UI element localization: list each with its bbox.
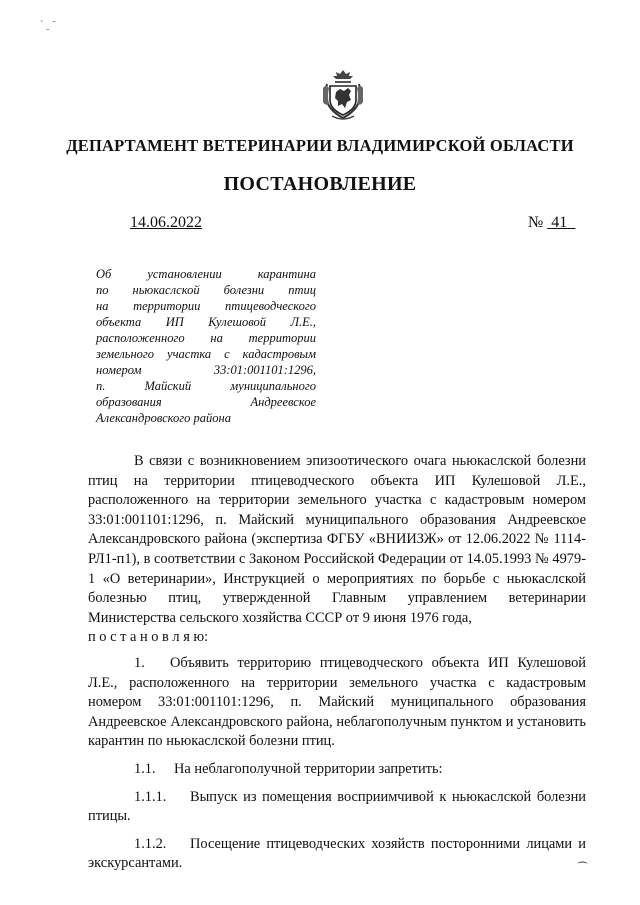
- item-number: 1.1.2.: [134, 835, 167, 852]
- scan-mark: ⁀: [578, 863, 587, 875]
- document-body: [88, 452, 586, 874]
- document-type: ПОСТАНОВЛЕНИЕ: [223, 173, 417, 195]
- subject-line: Александровского района: [96, 411, 231, 425]
- subject-line: Об установлении карантина: [96, 267, 316, 281]
- subject-line: на территории птицеводческого: [96, 299, 316, 313]
- department-title: ДЕПАРТАМЕНТ ВЕТЕРИНАРИИ ВЛАДИМИРСКОЙ ОБЛАСТИ: [66, 136, 574, 155]
- scan-speck: ` ˍ ˉ: [40, 20, 56, 31]
- coat-of-arms-icon: [322, 68, 364, 122]
- item-number: 1.1.: [134, 760, 156, 777]
- subject-line: номером 33:01:001101:1296,: [96, 363, 316, 377]
- item-1-1-1: [88, 788, 586, 827]
- item-1-1: [88, 760, 586, 780]
- subject-line: земельного участка с кадастровым: [96, 347, 316, 361]
- item-text: Объявить территорию птицеводческого объекта ИП Кулешовой Л.Е., расположенного на территории земельного участка с кадастровым номером 33:01:001101:1296, п. Майский муниципального образования Андреевское Александровского района, неблагополучным пунктом и установить карантин по ньюкаслской болезни птиц.: [88, 654, 586, 750]
- document-subject: [96, 266, 316, 426]
- subject-line: расположенного на территории: [96, 331, 316, 345]
- item-number: 1.1.1.: [134, 788, 167, 805]
- item-number: 1.: [134, 654, 145, 671]
- document-date: 14.06.2022: [130, 214, 202, 231]
- item-text: Выпуск из помещения восприимчивой к ньюкаслской болезни птицы.: [88, 788, 586, 825]
- subject-line: п. Майский муниципального: [96, 379, 316, 393]
- number-label: №: [528, 214, 544, 231]
- subject-line: по ньюкаслской болезни птиц: [96, 283, 316, 297]
- document-number: [528, 214, 575, 232]
- subject-line: объекта ИП Кулешовой Л.Е.,: [96, 315, 316, 329]
- item-1-1-2: [88, 835, 586, 874]
- subject-line: образования Андреевское: [96, 395, 316, 409]
- decree-word: п о с т а н о в л я ю:: [88, 629, 209, 646]
- number-value: 41_: [551, 214, 576, 231]
- item-1: [88, 654, 586, 752]
- preamble-paragraph: В связи с возникновением эпизоотического очага ньюкаслской болезни птиц на территории птицеводческого объекта ИП Кулешовой Л.Е., расположенного на территории земельного участка с кадастровым номером 33:01:001101:1296, п. Майский муниципального образования Андреевское Александровского района (экспертиза ФГБУ «ВНИИЗЖ» от 12.06.2022 № 1114-РЛ1-п1), в соответствии с Законом Российской Федерации от 14.05.1993 № 4979-1 «О ветеринарии», Инструкцией о мероприятиях по борьбе с ньюкаслской болезнью птиц, утвержденной Главным управлением ветеринарии Министерства сельского хозяйства СССР от 9 июня 1976 года,: [88, 453, 586, 626]
- item-text: Посещение птицеводческих хозяйств посторонними лицами и экскурсантами.: [88, 835, 586, 872]
- item-text: На неблагополучной территории запретить:: [174, 760, 443, 777]
